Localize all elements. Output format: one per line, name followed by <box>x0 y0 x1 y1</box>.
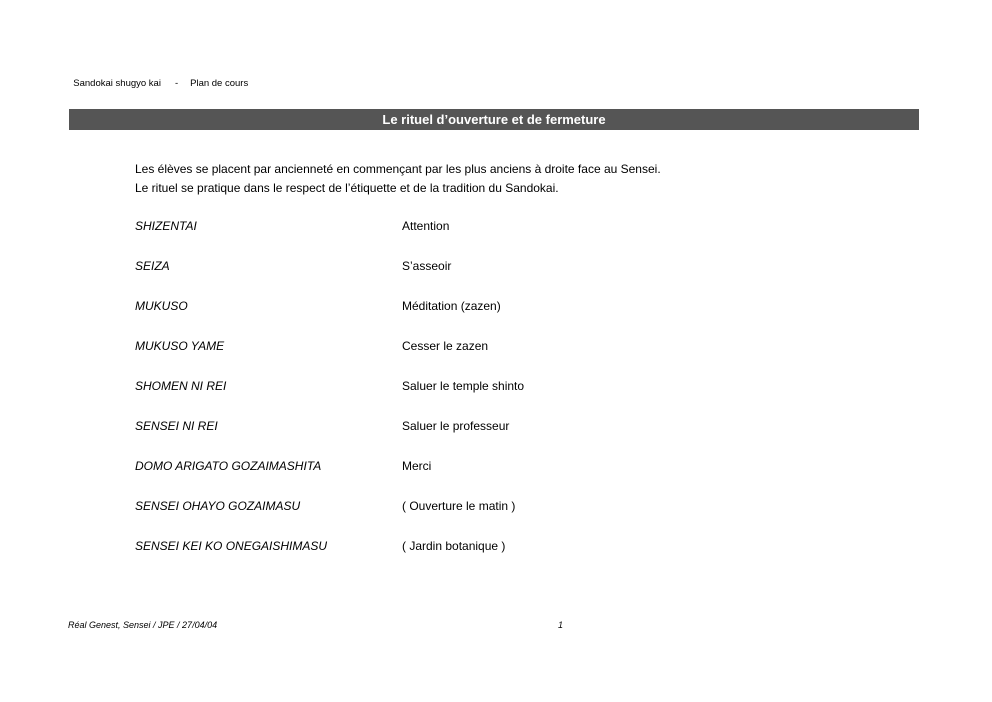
term-french: Merci <box>402 459 432 473</box>
page-number: 1 <box>558 620 564 630</box>
term-row <box>135 499 735 539</box>
term-french: Saluer le professeur <box>402 419 510 433</box>
term-french: S’asseoir <box>402 259 452 273</box>
term-japanese: SENSEI NI REI <box>135 419 218 433</box>
term-french: Cesser le zazen <box>402 339 489 353</box>
term-japanese: SEIZA <box>135 259 170 273</box>
term-row <box>135 259 735 299</box>
term-french: ( Jardin botanique ) <box>402 539 506 553</box>
term-japanese: MUKUSO YAME <box>135 339 225 353</box>
term-row <box>135 379 735 419</box>
intro-line: Le rituel se pratique dans le respect de l’étiquette et de la tradition du Sandokai. <box>135 181 559 195</box>
term-row <box>135 339 735 379</box>
page-header <box>68 67 248 89</box>
term-japanese: SENSEI OHAYO GOZAIMASU <box>135 499 301 513</box>
term-row <box>135 539 735 579</box>
term-japanese: DOMO ARIGATO GOZAIMASHITA <box>135 459 322 473</box>
intro-line: Les élèves se placent par ancienneté en commençant par les plus anciens à droite face au Sensei. <box>135 162 661 176</box>
term-japanese: SHOMEN NI REI <box>135 379 227 393</box>
header-separator: - <box>174 78 179 89</box>
terms-list <box>135 219 735 579</box>
term-row <box>135 459 735 499</box>
section-title: Le rituel d’ouverture et de fermeture <box>69 109 919 130</box>
term-row <box>135 419 735 459</box>
term-french: Méditation (zazen) <box>402 299 501 313</box>
term-row <box>135 219 735 259</box>
term-japanese: MUKUSO <box>135 299 188 313</box>
term-japanese: SENSEI KEI KO ONEGAISHIMASU <box>135 539 328 553</box>
term-french: Saluer le temple shinto <box>402 379 525 393</box>
term-french: Attention <box>402 219 450 233</box>
intro-paragraph <box>135 160 661 198</box>
term-french: ( Ouverture le matin ) <box>402 499 516 513</box>
term-row <box>135 299 735 339</box>
footer-author: Réal Genest, Sensei / JPE / 27/04/04 <box>68 620 218 630</box>
term-japanese: SHIZENTAI <box>135 219 197 233</box>
header-school: Sandokai shugyo kai <box>73 78 161 89</box>
header-doc-type: Plan de cours <box>190 78 249 89</box>
